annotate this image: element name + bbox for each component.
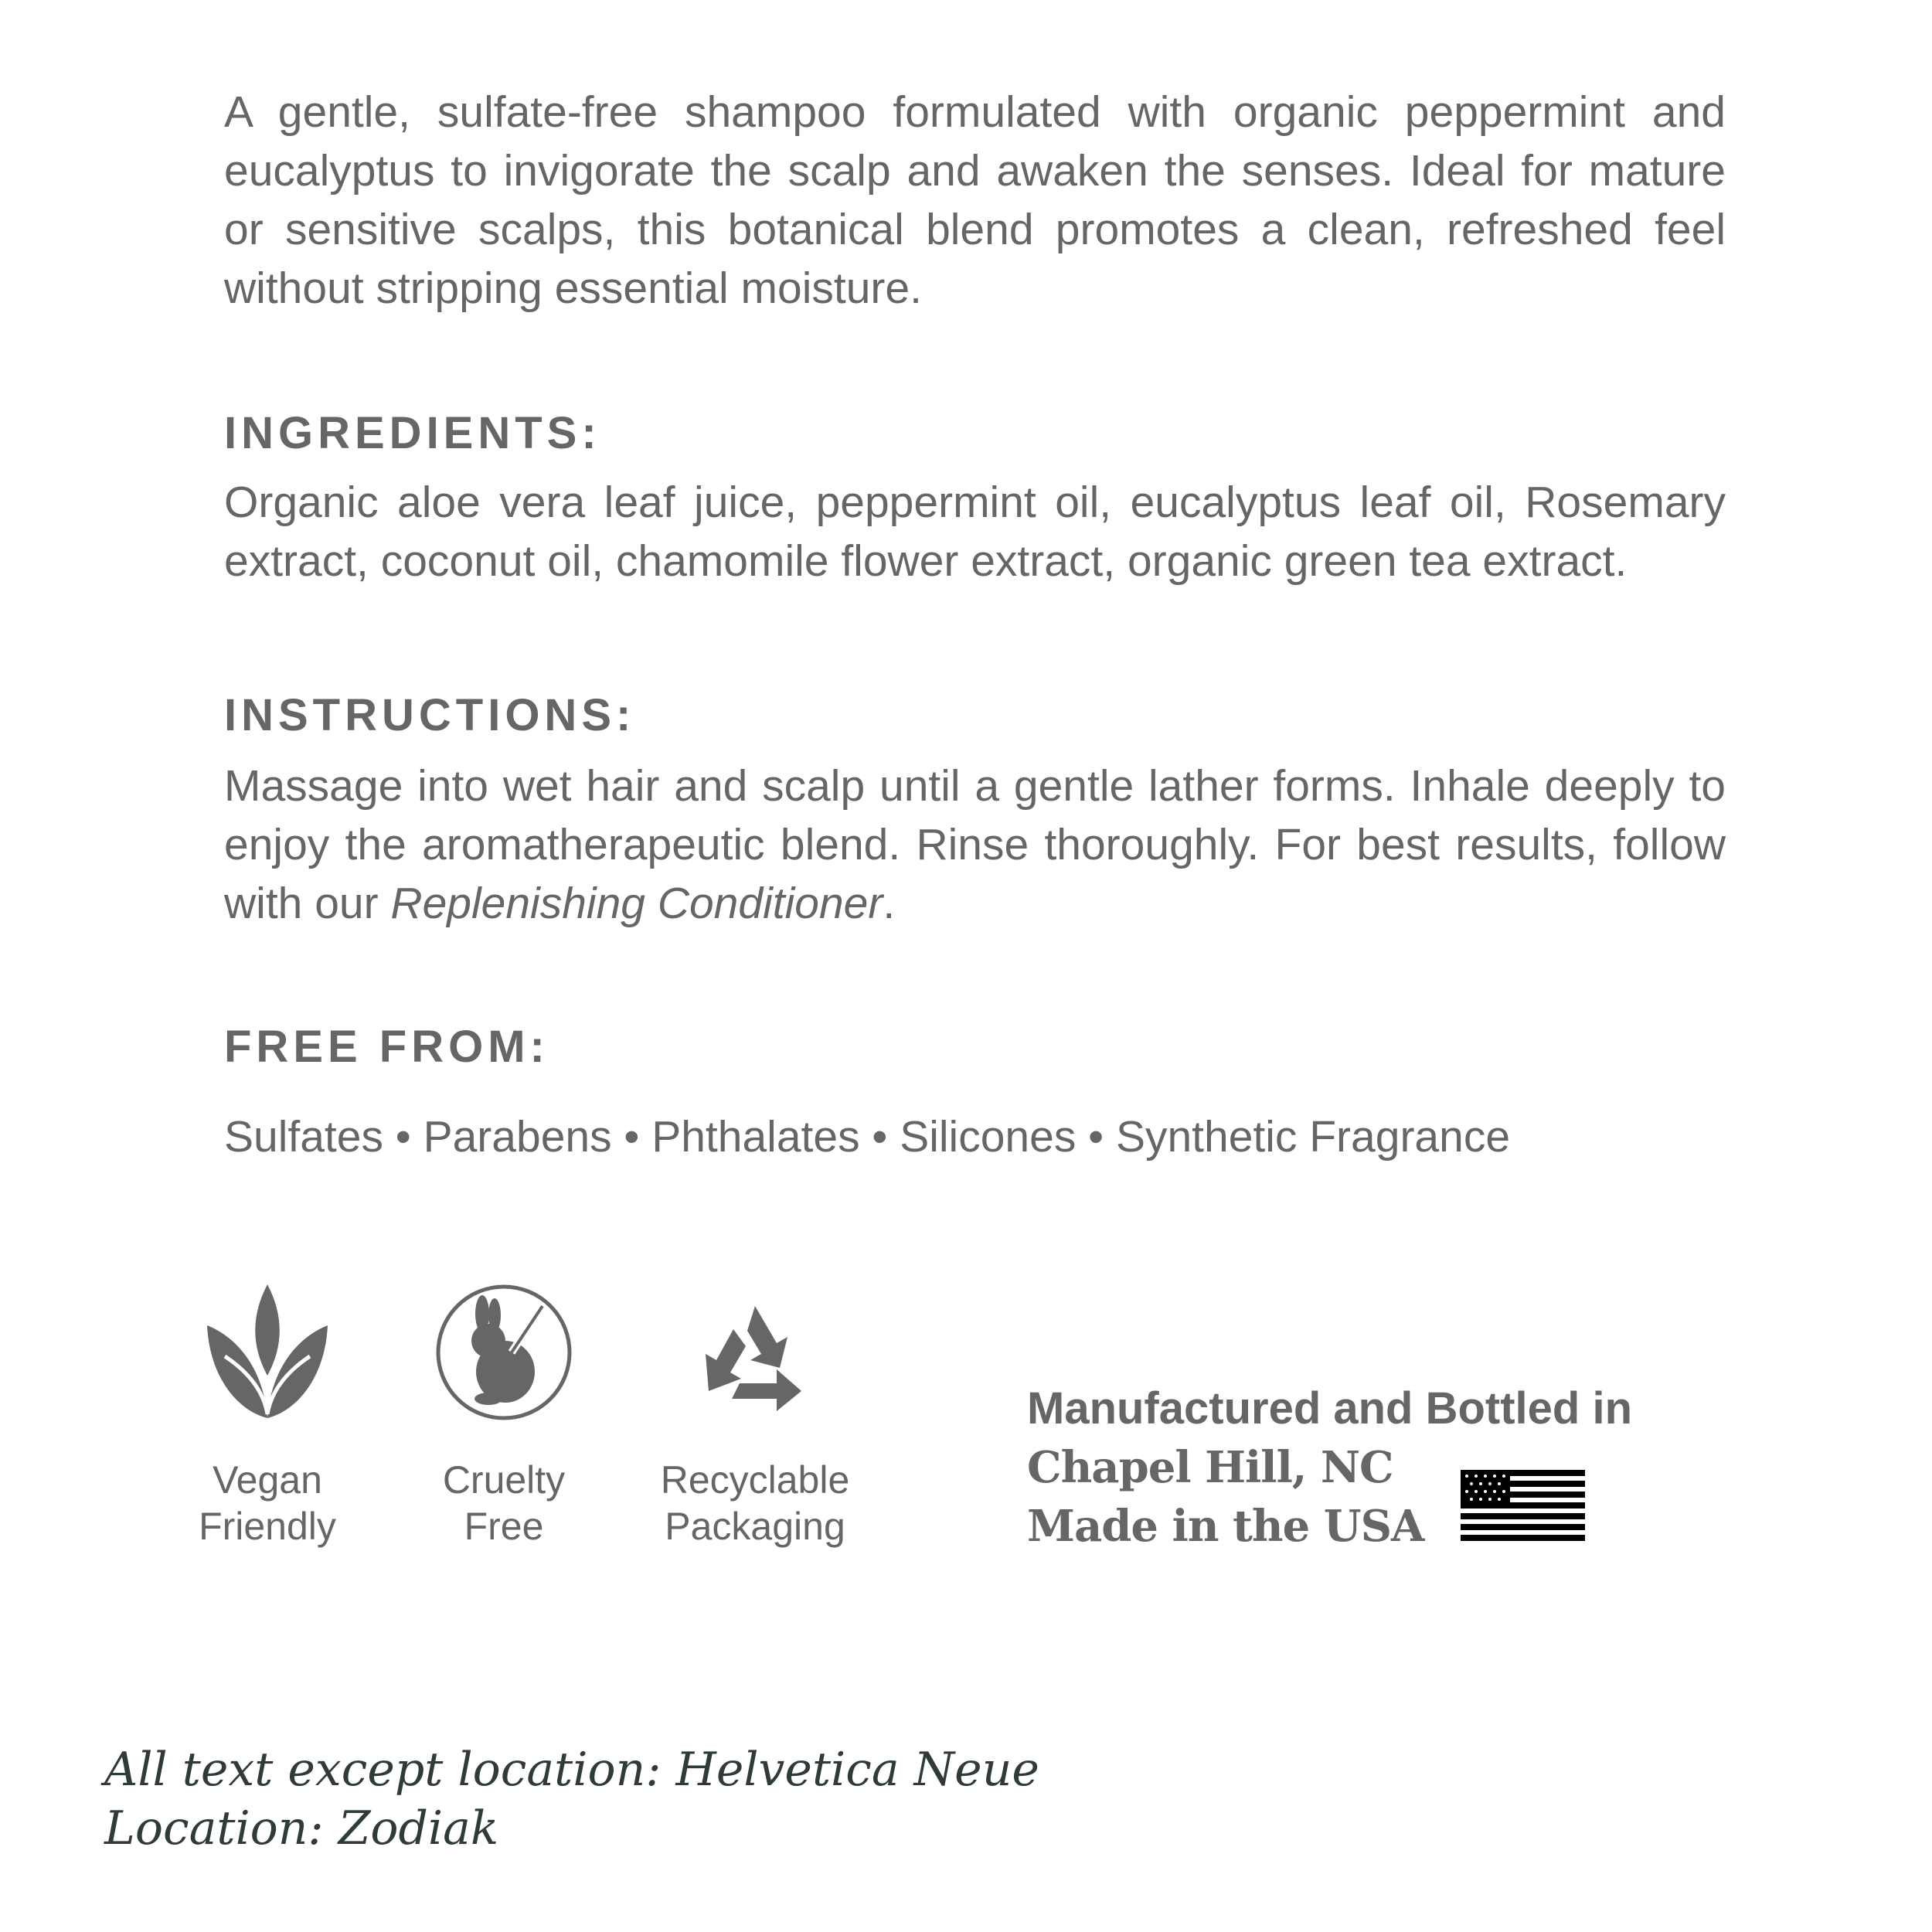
badge-label-line1: Vegan (213, 1458, 322, 1502)
badge-recyclable (639, 1283, 871, 1549)
instructions-heading: INSTRUCTIONS: (224, 690, 636, 740)
origin-location: Chapel Hill, NC (1027, 1442, 1393, 1493)
badge-label-line2: Free (464, 1505, 544, 1548)
no-rabbit-icon (434, 1283, 573, 1422)
badge-label-line2: Packaging (665, 1505, 845, 1548)
free-from-list: Sulfates • Parabens • Phthalates • Silicones • Synthetic Fragrance (224, 1112, 1511, 1162)
product-description: A gentle, sulfate-free shampoo formulated with organic peppermint and eucalyptus to invigorate the scalp and awaken the senses. Ideal for mature or sensitive scalps, this botanical blend promotes a clean, refreshed feel without stripping essential moisture. (224, 87, 1726, 313)
origin-manufactured: Manufactured and Bottled in (1027, 1383, 1632, 1434)
footnote-line1: All text except location: Helvetica Neue (104, 1743, 1039, 1797)
instructions-body: Massage into wet hair and scalp until a gentle lather forms. Inhale deeply to enjoy the aromatherapeutic blend. Rinse thoroughly. For best results, follow with our (224, 761, 1726, 928)
badge-label-line1: Recyclable (660, 1458, 850, 1502)
us-flag-icon (1461, 1470, 1585, 1544)
instructions-end: . (883, 879, 896, 928)
leaf-icon (206, 1283, 329, 1422)
badge-cruelty-free (388, 1283, 620, 1549)
footnote-line2: Location: Zodiak (104, 1801, 499, 1855)
origin-made-in: Made in the USA (1027, 1501, 1424, 1552)
font-footnote (104, 1740, 1039, 1858)
instructions-text (224, 757, 1726, 933)
conditioner-product-name: Replenishing Conditioner (390, 879, 883, 928)
ingredients-text: Organic aloe vera leaf juice, peppermint oil, eucalyptus leaf oil, Rosemary extract, coconut oil, chamomile flower extract, organic green tea extract. (224, 478, 1726, 586)
badge-label-line1: Cruelty (442, 1458, 566, 1502)
badge-label-line2: Friendly (199, 1505, 336, 1548)
free-from-heading: FREE FROM: (224, 1022, 549, 1072)
ingredients-heading: INGREDIENTS: (224, 408, 601, 458)
badge-vegan (151, 1283, 383, 1549)
recycle-icon (685, 1283, 825, 1422)
